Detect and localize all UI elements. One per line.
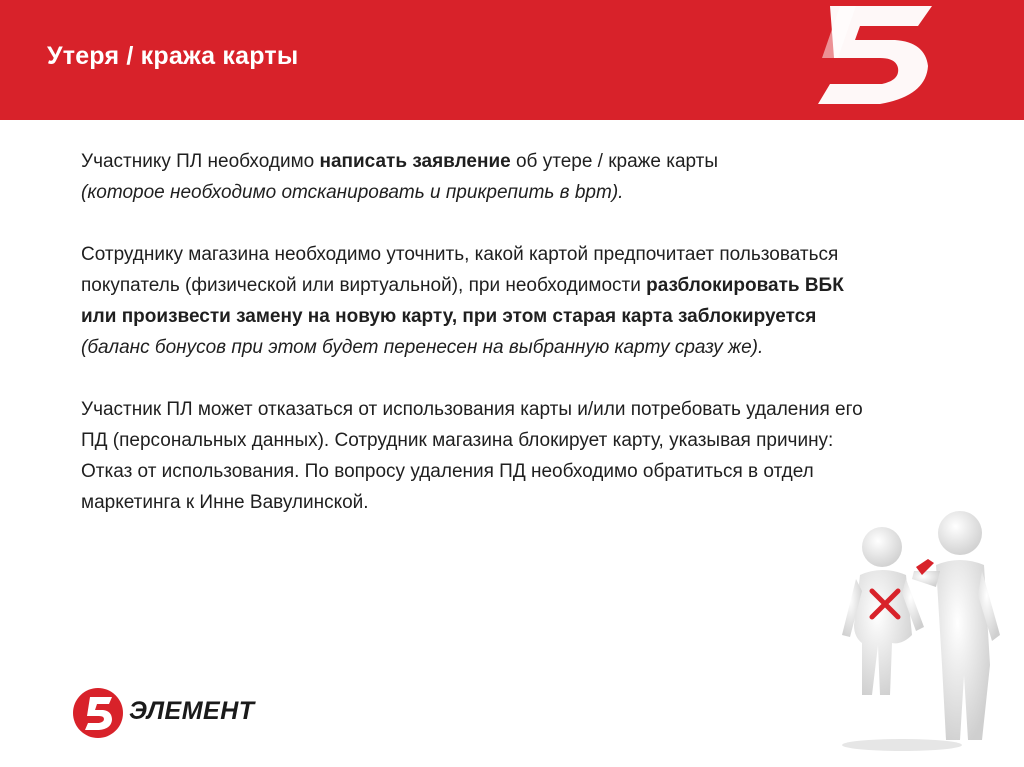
header-bar (0, 0, 1024, 120)
footer-logo-text: ЭЛЕМЕНТ (129, 697, 255, 725)
slide-title: Утеря / кража карты (47, 42, 299, 70)
paragraph-store-employee (81, 239, 881, 363)
paragraph-refusal (81, 394, 881, 518)
five-logo-icon (800, 0, 950, 108)
figures-cross-mark-icon (832, 505, 1012, 755)
text-segment-bold: разблокировать ВБК или произвести замену на новую карту, при этом старая карта заблокируется (81, 275, 844, 327)
paragraph-statement (81, 146, 881, 208)
slide-body (81, 146, 881, 549)
text-segment: Участнику ПЛ необходимо (81, 151, 320, 172)
text-segment: Участник ПЛ может отказаться от использования карты и/или потребовать удаления его ПД (персональных данных). Сотрудник магазина блокирует карту, указывая причину: Отказ от использования. По вопросу удаления ПД необходимо обратиться в отдел маркетинга к Инне Вавулинской. (81, 399, 863, 513)
text-segment: Сотруднику магазина необходимо уточнить, какой картой предпочитает пользоваться покупатель (физической или виртуальной), при необходимости (81, 244, 839, 296)
footer-five-icon (72, 687, 124, 739)
footer-brand-logo (72, 687, 262, 739)
text-segment: об утере / краже карты (510, 151, 719, 172)
text-segment-bold: написать заявление (319, 151, 511, 172)
text-segment-italic: (баланс бонусов при этом будет перенесен на выбранную карту сразу же). (81, 337, 764, 358)
text-segment-italic: (которое необходимо отсканировать и прикрепить в bpm). (81, 182, 624, 203)
